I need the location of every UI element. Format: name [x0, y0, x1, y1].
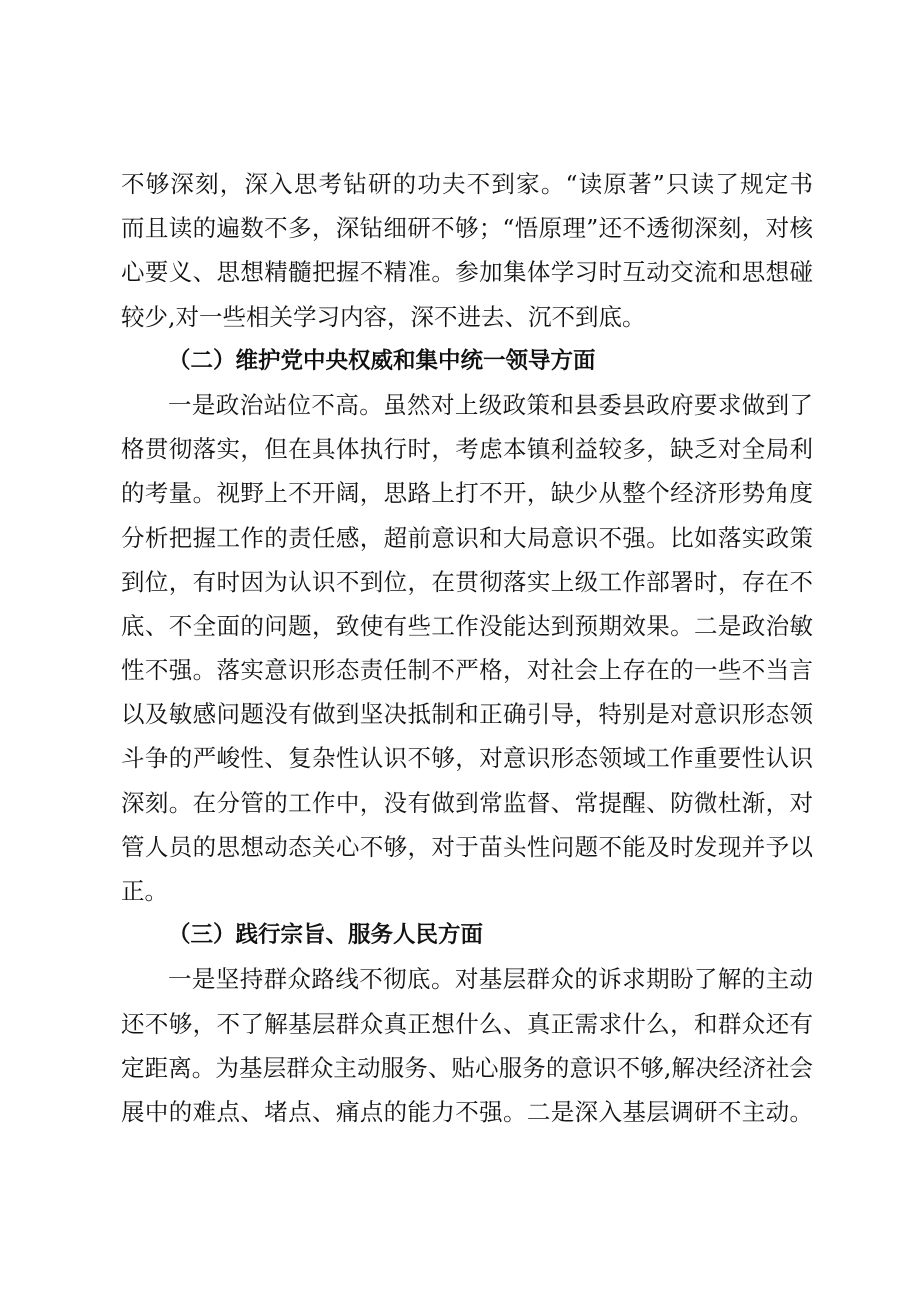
paragraph-2-line: 的考量。视野上不开阔，思路上打不开，缺少从整个经济形势角度 [121, 479, 813, 508]
section-heading-2: （二）维护党中央权威和集中统一领导方面 [168, 347, 596, 374]
paragraph-1-line: 而且读的遍数不多，深钻细研不够；“悟原理”还不透彻深刻，对核 [121, 214, 813, 243]
paragraph-1-line: 不够深刻，深入思考钻研的功夫不到家。“读原著”只读了规定书 [121, 170, 813, 198]
section-heading-3: （三）践行宗旨、服务人民方面 [168, 922, 484, 949]
paragraph-2-line: 一是政治站位不高。虽然对上级政策和县委县政府要求做到了 [168, 390, 813, 419]
paragraph-3-line: 一是坚持群众路线不彻底。对基层群众的诉求期盼了解的主动 [168, 965, 813, 994]
paragraph-2-line: 格贯彻落实，但在具体执行时，考虑本镇利益较多，缺乏对全局利 [121, 435, 813, 464]
paragraph-2-line: 斗争的严峻性、复杂性认识不够，对意识形态领域工作重要性认识 [121, 744, 813, 773]
paragraph-2-line: 正。 [121, 877, 168, 905]
document-body [121, 162, 813, 1134]
paragraph-2-line: 底、不全面的问题，致使有些工作没能达到预期效果。二是政治敏 [121, 611, 813, 640]
paragraph-3-line: 还不够，不了解基层群众真正想什么、真正需求什么，和群众还有 [121, 1009, 813, 1038]
paragraph-2-line: 分析把握工作的责任感，超前意识和大局意识不强。比如落实政策 [121, 523, 813, 552]
paragraph-3-line: 定距离。为基层群众主动服务、贴心服务的意识不够,解决经济社会 [121, 1053, 813, 1082]
paragraph-3-line: 展中的难点、堵点、痛点的能力不强。二是深入基层调研不主动。 [121, 1097, 813, 1126]
paragraph-2-line: 到位，有时因为认识不到位，在贯彻落实上级工作部署时，存在不 [121, 567, 813, 596]
paragraph-2-line: 管人员的思想动态关心不够，对于苗头性问题不能及时发现并予以 [121, 832, 813, 861]
paragraph-1-line: 心要义、思想精髓把握不精准。参加集体学习时互动交流和思想碰 [121, 258, 813, 287]
paragraph-2-line: 深刻。在分管的工作中，没有做到常监督、常提醒、防微杜渐，对 [121, 788, 813, 817]
paragraph-2-line: 以及敏感问题没有做到坚决抵制和正确引导，特别是对意识形态领 [121, 700, 813, 729]
paragraph-1-line: 较少,对一些相关学习内容，深不进去、沉不到底。 [121, 302, 646, 331]
paragraph-2-line: 性不强。落实意识形态责任制不严格，对社会上存在的一些不当言 [121, 656, 813, 685]
